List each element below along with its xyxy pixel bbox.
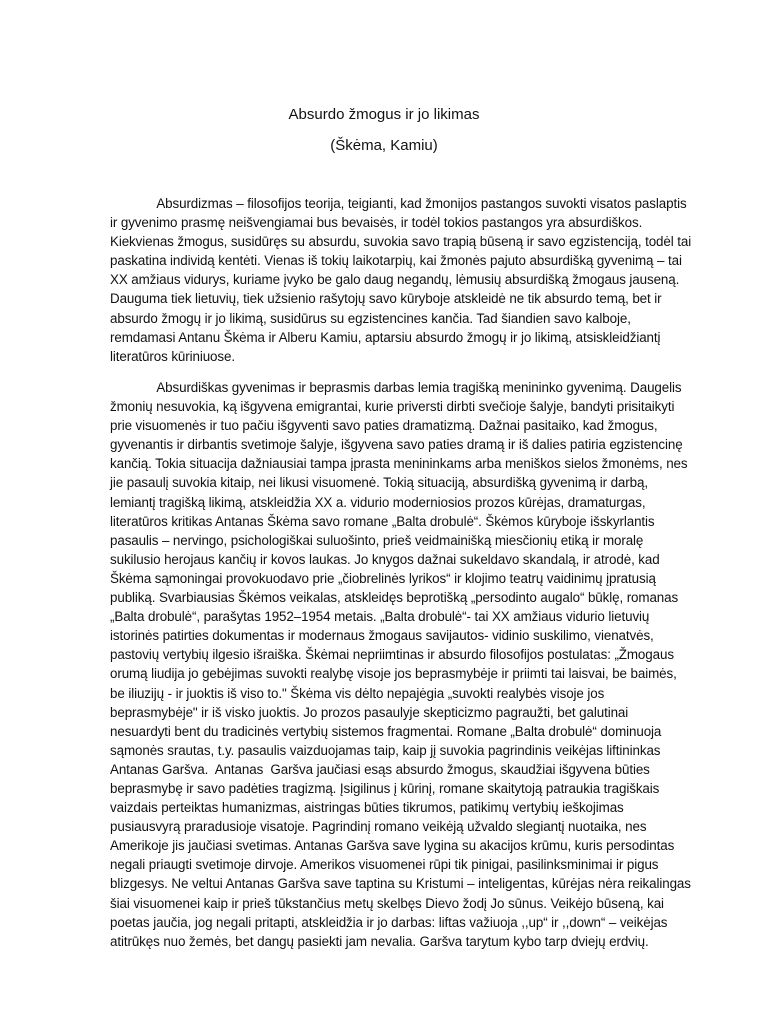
paragraph-line: nesuardyti bent du tradicinės vertybių sistemos fragmentai. Romane „Balta drobulė“ dominuoja	[110, 723, 662, 739]
paragraph-line: literatūros kritikas Antanas Škėma savo romane „Balta drobulė“. Škėmos kūryboje išskyrlantis	[110, 513, 655, 529]
paragraph-line: „Balta drobulė“, parašytas 1952–1954 metais. „Balta drobulė“- tai XX amžiaus vidurio lietuvių	[110, 609, 650, 625]
paragraph-line: remdamasi Antanu Škėma ir Alberu Kamiu, aptarsiu absurdo žmogų ir jo likimą, atsiskleidžiantį	[110, 329, 661, 345]
paragraph-line: sąmonės srautas, t.y. pasaulis vaizduojamas taip, kaip jį suvokia pagrindinis veikėjas liftininkas	[110, 742, 661, 758]
paragraph-line: lemiantį tragišką likimą, atskleidžia XX a. vidurio moderniosios prozos kūrėjas, dramaturgas,	[110, 494, 646, 510]
paragraph-line: blizgesys. Ne veltui Antanas Garšva save taptina su Kristumi – inteligentas, kūrėjas nėra reikalingas	[110, 876, 691, 892]
paragraph-line: vaizdais perteiktas humanizmas, aistringas būties tikrumos, patikimų vertybių ieškojimas	[110, 800, 624, 816]
paragraph-line: negali priaugti svetimoje dirvoje. Amerikos visuomenei rūpi tik pinigai, pasilinksminimai ir pigus	[110, 857, 659, 873]
paragraph-line: gyvenantis ir dirbantis svetimoje šalyje, išgyvena savo paties dramą ir iš dalies patiria egzistencinę	[110, 437, 683, 453]
paragraph-line: jie pasaulį suvokia kitaip, nei likusi visuomenė. Tokią situaciją, absurdišką gyvenimą ir darbą,	[110, 475, 648, 491]
paragraph-line: pastovių vertybių ilgesio išraiška. Škėmai nepriimtinas ir absurdo filosofijos postulatas: „Žmogaus	[110, 647, 674, 663]
paragraph-line: absurdo žmogų ir jo likimą, susidūrus su egzistencines kančia. Tad šiandien savo kalboje,	[110, 310, 631, 326]
paragraph-line: Kiekvienas žmogus, susidūręs su absurdu, suvokia savo trapią būseną ir savo egzistenciją, todėl tai	[110, 234, 692, 250]
paragraph-line: prie visuomenės ir tuo pačiu išgyventi savo paties dramatizmą. Dažnai pasitaiko, kad žmogus,	[110, 418, 658, 434]
paragraph-line: žmonių nesuvokia, ką išgyvena emigrantai, kurie priversti dirbti svečioje šalyje, bandyti prisitaikyti	[110, 399, 675, 415]
paragraph-line: orumą liudija jo gebėjimas suvokti realybę visoje jos beprasmybėje ir priimti tai laisvai, be baimės,	[110, 666, 677, 682]
document-subtitle: (Škėma, Kamiu)	[330, 137, 438, 154]
paragraph-line: beprasmybę ir savo padėties tragizmą. Įsigilinus į kūrinį, romane skaitytoją patraukia tragiškais	[110, 780, 660, 796]
paragraph-line: publiką. Svarbiausias Škėmos veikalas, atskleidęs beprotišką „persodinto augalo“ būklę, romanas	[110, 590, 679, 606]
paragraph-line: Absurdiškas gyvenimas ir beprasmis darbas lemia tragišką menininko gyvenimą. Daugelis	[110, 380, 682, 395]
paragraph-1	[110, 194, 692, 366]
paragraph-line: kančią. Tokia situacija dažniausiai tampa įprasta menininkams arba meniškos sielos žmonėms, nes	[110, 456, 688, 472]
paragraph-line: Dauguma tiek lietuvių, tiek užsienio rašytojų savo kūryboje atskleidė ne tik absurdo temą, bet ir	[110, 291, 662, 307]
paragraph-line: Antanas Garšva. Antanas Garšva jaučiasi esąs absurdo žmogus, skaudžiai išgyvena būties	[110, 761, 650, 777]
paragraph-line: literatūros kūriniuose.	[110, 348, 235, 364]
paragraph-line: atitrūkęs nuo žemės, bet dangų pasiekti jam nevalia. Garšva tarytum kybo tarp dviejų erdvių.	[110, 933, 649, 949]
paragraph-line: Absurdizmas – filosofijos teorija, teigianti, kad žmonijos pastangos suvokti visatos paslaptis	[110, 196, 687, 211]
paragraph-2	[110, 378, 691, 951]
paragraph-line: pusiausvyrą praradusioje visatoje. Pagrindinį romano veikėją užvaldo slegiantį nuotaika, nes	[110, 819, 647, 835]
paragraph-line: Škėma sąmoningai provokuodavo prie „čiobrelinės lyrikos“ ir klojimo teatrų vaidinimų įpratusią	[110, 570, 656, 586]
paragraph-line: paskatina individą kentėti. Vienas iš tokių laikotarpių, kai žmonės pajuto absurdišką gyvenimą – tai	[110, 253, 682, 269]
paragraph-line: šiai visuomenei kaip ir prieš tūkstančius metų skelbęs Dievo žodį Jo sūnus. Veikėjo būseną, kai	[110, 895, 664, 911]
document-title: Absurdo žmogus ir jo likimas	[288, 106, 480, 123]
paragraph-line: sukilusio herojaus kančių ir kovos laukas. Jo knygos dažnai sukeldavo skandalą, ir atrodė, kad	[110, 551, 660, 567]
paragraph-line: istorinės patirties dokumentas ir modernaus žmogaus savijautos- vidinio suskilimo, vienatvės,	[110, 628, 654, 644]
paragraph-line: poetas jaučia, jog negali pritapti, atskleidžia ir jo darbas: liftas važiuoja ,,up“ ir ,,down“ – veikėjas	[110, 914, 668, 930]
paragraph-line: ir gyvenimo prasmę neišvengiamai bus bevaisės, ir todėl tokios pastangos yra absurdiškos.	[110, 215, 643, 231]
paragraph-line: Amerikoje jis jaučiasi svetimas. Antanas Garšva save lygina su akacijos krūmu, kuris persodintas	[110, 838, 675, 854]
paragraph-line: pasaulis – nervingo, psichologiškai suluošinto, prieš veidmainišką miesčionių etiką ir moralę	[110, 532, 644, 548]
paragraph-line: XX amžiaus vidurys, kuriame įvyko be galo daug negandų, lėmusių absurdišką žmogaus jauseną.	[110, 272, 680, 288]
paragraph-line: beprasmybėje" ir iš visko juoktis. Jo prozos pasaulyje skepticizmo pagraužti, bet galutinai	[110, 704, 629, 720]
paragraph-line: be iliuzijų - ir juoktis iš viso to." Škėma vis dėlto nepajėgia „suvokti realybės visoje jos	[110, 685, 605, 701]
